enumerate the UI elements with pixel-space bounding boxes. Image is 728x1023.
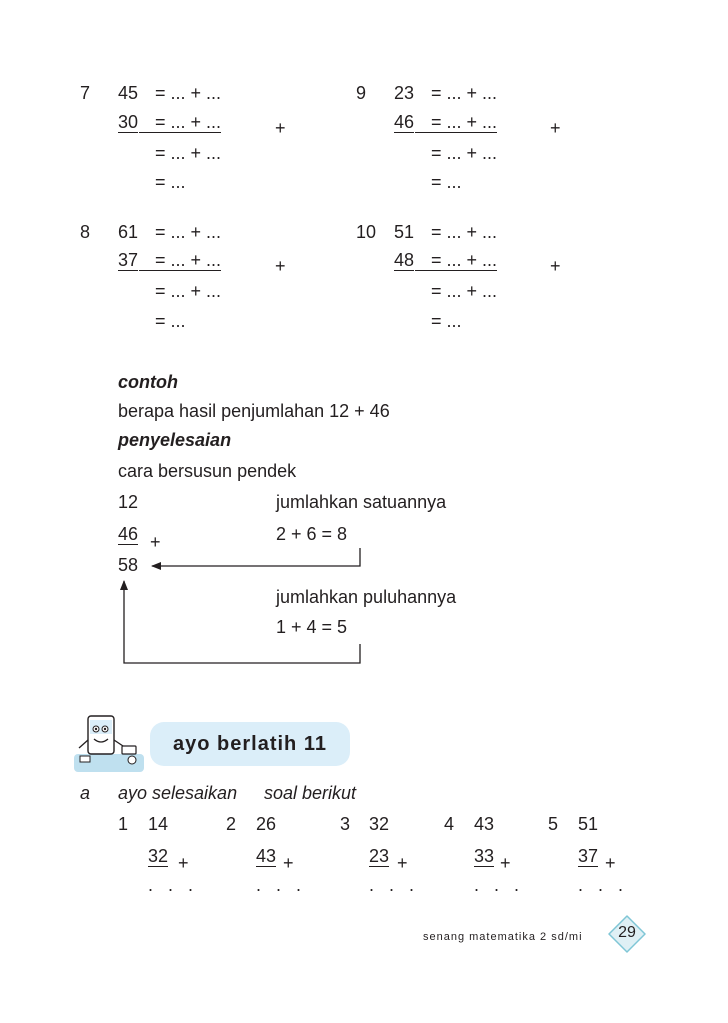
equation-line-3: = ... + ... <box>155 143 222 163</box>
column-addend-1: 12 <box>118 492 139 512</box>
answer-blank: . . . <box>369 875 420 895</box>
equation-line-1: = ... + ... <box>155 83 222 103</box>
addend-2: 43 <box>256 846 277 866</box>
plus-sign: + <box>275 256 286 276</box>
addend-1: 14 <box>148 814 169 834</box>
equation-line-2: = ... + ... <box>415 250 497 271</box>
addend-2: 33 <box>474 846 495 866</box>
equation-line-1: = ... + ... <box>431 222 498 242</box>
equation-line-1: = ... + ... <box>155 222 222 242</box>
addend-1: 23 <box>394 83 415 103</box>
equation-line-4: = ... <box>155 311 186 331</box>
plus-sign: + <box>275 118 286 138</box>
step-1-title: jumlahkan satuannya <box>276 492 447 512</box>
addend-2: 30 <box>118 112 139 132</box>
addend-2: 32 <box>148 846 169 866</box>
addend-1: 26 <box>256 814 277 834</box>
addend-1: 43 <box>474 814 495 834</box>
example-question: berapa hasil penjumlahan 12 + 46 <box>118 401 390 421</box>
exercise-banner: ayo berlatih 11 <box>150 722 350 766</box>
plus-sign: + <box>150 532 161 552</box>
step-1-calc: 2 + 6 = 8 <box>276 524 348 544</box>
answer-blank: . . . <box>578 875 629 895</box>
equation-line-4: = ... <box>431 172 462 192</box>
equation-line-2: = ... + ... <box>415 112 497 133</box>
equation-line-4: = ... <box>155 172 186 192</box>
addend-1: 51 <box>578 814 599 834</box>
answer-blank: . . . <box>148 875 199 895</box>
step-2-calc: 1 + 4 = 5 <box>276 617 348 637</box>
mascot-icon <box>74 712 144 774</box>
page-number: 29 <box>618 924 636 941</box>
instruction-part-1: ayo selesaikan <box>118 783 238 803</box>
item-number: 3 <box>340 814 351 834</box>
addend-2: 37 <box>118 250 139 270</box>
problem-number: 9 <box>356 83 367 103</box>
equation-line-2: = ... + ... <box>139 112 221 133</box>
problem-number: 10 <box>356 222 377 242</box>
addend-1: 32 <box>369 814 390 834</box>
plus-sign: + <box>550 118 561 138</box>
plus-sign: + <box>550 256 561 276</box>
plus-sign: + <box>605 853 616 873</box>
answer-blank: . . . <box>474 875 525 895</box>
item-number: 2 <box>226 814 237 834</box>
addend-2: 46 <box>394 112 415 132</box>
addend-2: 37 <box>578 846 599 866</box>
addend-1: 45 <box>118 83 139 103</box>
method-label: cara bersusun pendek <box>118 461 297 481</box>
addend-1: 61 <box>118 222 139 242</box>
item-number: 4 <box>444 814 455 834</box>
plus-sign: + <box>397 853 408 873</box>
addend-2: 48 <box>394 250 415 270</box>
equation-line-3: = ... + ... <box>155 281 222 301</box>
arrow-tens-to-result <box>124 581 360 663</box>
solution-heading: penyelesaian <box>118 430 232 450</box>
equation-line-3: = ... + ... <box>431 281 498 301</box>
item-number: 1 <box>118 814 129 834</box>
arrow-units-to-result <box>152 548 360 566</box>
step-2-title: jumlahkan puluhannya <box>276 587 457 607</box>
addend-2: 23 <box>369 846 390 866</box>
answer-blank: . . . <box>256 875 307 895</box>
instruction-part-2: soal berikut <box>264 783 357 803</box>
example-heading: contoh <box>118 372 178 392</box>
column-addend-2: 46 <box>118 524 139 544</box>
equation-line-4: = ... <box>431 311 462 331</box>
addend-1: 51 <box>394 222 415 242</box>
equation-line-3: = ... + ... <box>431 143 498 163</box>
item-number: 5 <box>548 814 559 834</box>
footer-book-title: senang matematika 2 sd/mi <box>423 931 583 943</box>
plus-sign: + <box>178 853 189 873</box>
equation-line-1: = ... + ... <box>431 83 498 103</box>
column-result: 58 <box>118 555 139 575</box>
problem-number: 7 <box>80 83 91 103</box>
equation-line-2: = ... + ... <box>139 250 221 271</box>
section-letter: a <box>80 783 91 803</box>
problem-number: 8 <box>80 222 91 242</box>
plus-sign: + <box>283 853 294 873</box>
plus-sign: + <box>500 853 511 873</box>
